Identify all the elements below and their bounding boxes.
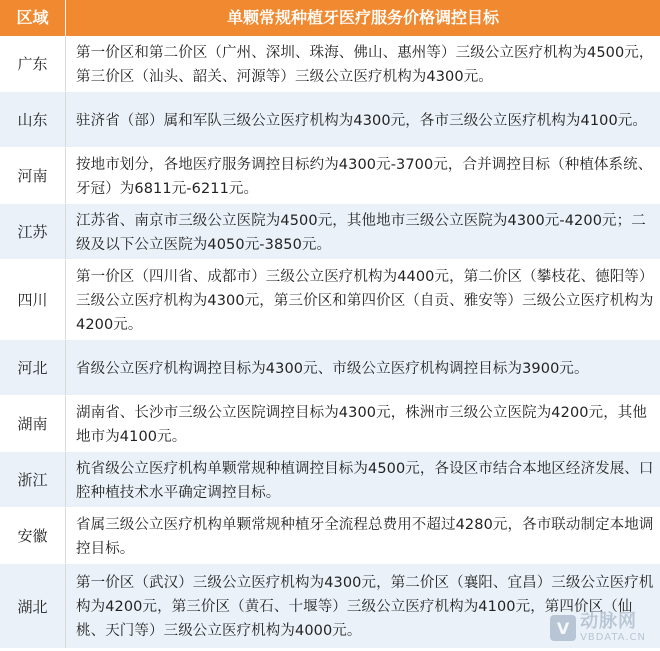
table-row [0, 508, 660, 564]
target-cell: 江苏省、南京市三级公立医院为4500元，其他地市三级公立医院为4300元-4200元；二级及以下公立医院为4050元-3850元。 [76, 212, 646, 253]
target-cell: 第一价区（四川省、成都市）三级公立医疗机构为4400元，第二价区（攀枝花、德阳等）三级公立医疗机构为4300元，第三价区和第四价区（自贡、雅安等）三级公立医疗机构为4200元。 [76, 268, 654, 333]
table-row [0, 92, 660, 148]
table-row [0, 452, 660, 508]
table-row [0, 260, 660, 340]
watermark-name: 动脉网 [580, 611, 638, 632]
table-row [0, 36, 660, 92]
watermark [550, 613, 646, 643]
header-target: 单颗常规种植牙医疗服务价格调控目标 [226, 8, 499, 27]
target-cell: 湖南省、长沙市三级公立医院调控目标为4300元，株洲市三级公立医院为4200元，其他地市为4100元。 [76, 404, 647, 445]
region-cell: 四川 [0, 260, 66, 339]
target-cell: 省属三级公立医疗机构单颗常规种植牙全流程总费用不超过4280元，各市联动制定本地调控目标。 [76, 516, 654, 557]
region-cell: 河南 [0, 148, 66, 203]
table-row [0, 148, 660, 204]
table-header [0, 0, 660, 36]
table-row [0, 340, 660, 396]
region-cell: 湖北 [0, 564, 66, 648]
region-cell: 湖南 [0, 396, 66, 451]
region-cell: 广东 [0, 36, 66, 91]
target-cell: 第一价区和第二价区（广州、深圳、珠海、佛山、惠州等）三级公立医疗机构为4500元，第三价区（汕头、韶关、河源等）三级公立医疗机构为4300元。 [76, 44, 654, 85]
target-cell: 第一价区（武汉）三级公立医疗机构为4300元，第二价区（襄阳、宜昌）三级公立医疗机构为4200元，第三价区（黄石、十堰等）三级公立医疗机构为4100元，第四价区（仙桃、天门等）三级公立医疗机构为4000元。 [76, 575, 654, 639]
table-row [0, 204, 660, 260]
region-cell: 河北 [0, 340, 66, 395]
target-cell: 驻济省（部）属和军队三级公立医疗机构为4300元，各市三级公立医疗机构为4100元。 [76, 112, 647, 129]
target-cell: 按地市划分，各地医疗服务调控目标约为4300元-3700元，合并调控目标（种植体系统、牙冠）为6811元-6211元。 [76, 156, 653, 197]
region-cell: 安徽 [0, 508, 66, 563]
target-cell: 杭省级公立医疗机构单颗常规种植调控目标为4500元，各设区市结合本地区经济发展、口腔种植技术水平确定调控目标。 [76, 460, 654, 501]
vbdata-logo-icon: V [550, 615, 576, 641]
watermark-domain: VBDATA.CN [580, 632, 646, 643]
header-region: 区域 [0, 0, 66, 36]
region-cell: 江苏 [0, 204, 66, 259]
region-cell: 浙江 [0, 452, 66, 507]
target-cell: 省级公立医疗机构调控目标为4300元、市级公立医疗机构调控目标为3900元。 [76, 360, 589, 377]
region-cell: 山东 [0, 92, 66, 147]
table-row [0, 396, 660, 452]
